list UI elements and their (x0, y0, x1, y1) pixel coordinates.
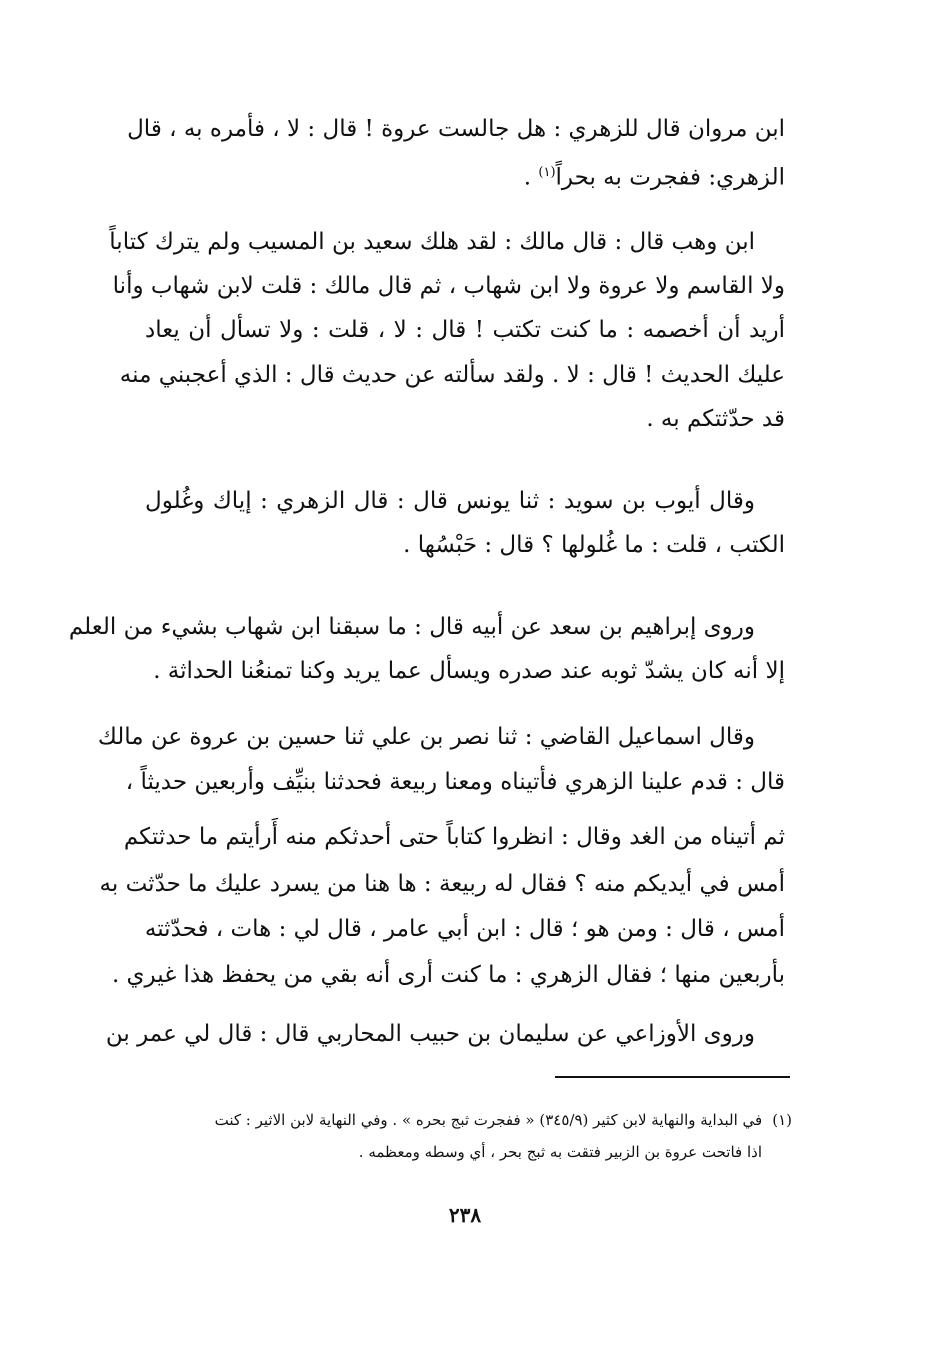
footnote-text: اذا فاتحت عروة بن الزبير فتقت به ثبج بحر ، أي وسطه ومعظمه . (358, 1143, 762, 1161)
text-line: ولا القاسم ولا عروة ولا ابن شهاب ، ثم قال مالك : قلت لابن شهاب وأنا (112, 273, 785, 299)
text-line: قد حدّثتكم به . (646, 406, 785, 432)
footnote-line (132, 1105, 792, 1135)
text-line: ثم أتيناه من الغد وقال : انظروا كتاباً حتى أحدثكم منه أَرأيتم ما حدثتكم (123, 824, 785, 850)
text-line: وقال اسماعيل القاضي : ثنا نصر بن علي ثنا حسين بن عروة عن مالك (97, 724, 755, 750)
text-line: أريد أن أخصمه : ما كنت تكتب ! قال : لا ، قلت : ولا تسأل أن يعاد (145, 317, 785, 343)
text-line: الكتب ، قلت : ما غُلولها ؟ قال : حَبْسُها . (403, 532, 785, 558)
footnote-separator (555, 1076, 790, 1078)
text-fragment: . (523, 164, 532, 191)
page-number: ٢٣٨ (448, 1203, 482, 1227)
footnote-line (132, 1137, 762, 1167)
text-line: أمس ، قال : ومن هو ؛ قال : ابن أبي عامر ، قال لي : هات ، فحدّثته (144, 916, 785, 942)
text-line: أمس في أيديكم منه ؟ فقال له ربيعة : ها هنا من يسرد عليك ما حدّثت به (99, 871, 785, 897)
footnote-reference: (١) (538, 165, 556, 180)
text-line: بأربعين منها ؛ فقال الزهري : ما كنت أرى أنه بقي من يحفظ هذا غيري . (111, 962, 785, 988)
text-line: ابن مروان قال للزهري : هل جالست عروة ! قال : لا ، فأمره به ، قال (127, 116, 785, 142)
text-line: وروى إبراهيم بن سعد عن أبيه قال : ما سبقنا ابن شهاب بشيء من العلم (68, 614, 755, 640)
text-line: إلا أنه كان يشدّ ثوبه عند صدره ويسأل عما يريد وكنا تمنعُنا الحداثة . (153, 658, 785, 684)
footnote-number: (١) (772, 1111, 792, 1129)
text-line: وروى الأوزاعي عن سليمان بن حبيب المحاربي قال : قال لي عمر بن (105, 1021, 755, 1047)
text-line (145, 156, 785, 195)
text-fragment: الزهري: ففجرت به بحراً (555, 164, 785, 191)
text-line: عليك الحديث ! قال : لا . ولقد سألته عن حديث قال : الذي أعجبني منه (119, 362, 785, 388)
text-line: قال : قدم علينا الزهري فأتيناه ومعنا ربيعة فحدثنا بنيِّف وأربعين حديثاً ، (125, 769, 785, 795)
footnote-text: في البداية والنهاية لابن كثير (٣٤٥/٩) « ففجرت ثبج بحره » . وفي النهاية لابن الاثير : كنت (214, 1111, 763, 1129)
text-line: ابن وهب قال : قال مالك : لقد هلك سعيد بن المسيب ولم يترك كتاباً (109, 229, 755, 255)
text-line: وقال أيوب بن سويد : ثنا يونس قال : قال الزهري : إياك وغُلول (145, 488, 755, 514)
